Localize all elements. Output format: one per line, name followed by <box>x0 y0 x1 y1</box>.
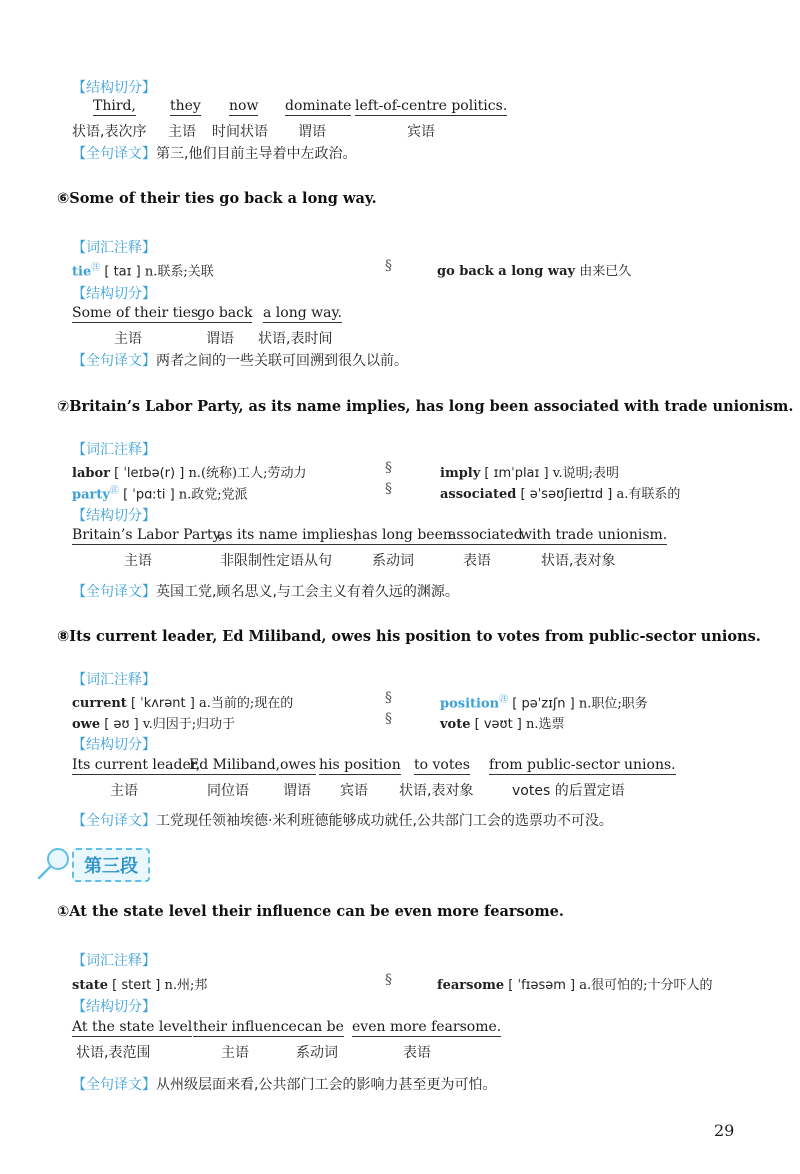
segment: his position <box>319 757 401 773</box>
vocab-def: a.很可怕的;十分吓人的 <box>579 978 713 993</box>
vocab-phonetic: [ steɪt ] <box>112 978 161 993</box>
vocab-def: a.当前的;现在的 <box>198 696 294 711</box>
segment: as its name implies, <box>217 527 358 543</box>
segment-label: 系动词 <box>296 1045 338 1061</box>
vocab-phonetic: [ ˈkʌrənt ] <box>130 696 195 711</box>
segment: from public-sector unions. <box>489 757 676 773</box>
vocab-word: tie <box>72 264 92 280</box>
segment-label: 主语 <box>114 331 142 347</box>
segment-label: 主语 <box>168 124 196 140</box>
vocab-phonetic: [ ɪmˈplaɪ ] <box>484 466 549 481</box>
column-divider: § <box>385 258 392 274</box>
segment: go back <box>197 305 253 321</box>
magnifier-icon <box>36 846 72 880</box>
segment: can be <box>297 1019 344 1035</box>
star-icon: ㊟ <box>499 695 509 705</box>
sentence-text: Some of their ties go back a long way. <box>69 190 377 207</box>
segment-label: 表语 <box>403 1045 431 1061</box>
segment-label: 时间状语 <box>212 124 268 140</box>
segment: they <box>170 98 201 114</box>
segment: with trade unionism. <box>520 527 668 543</box>
segment: their influence <box>193 1019 297 1035</box>
vocab-phonetic: [ əˈsəʊʃieɪtɪd ] <box>520 487 613 502</box>
segment: a long way. <box>263 305 342 321</box>
vocab-word: position <box>440 696 500 712</box>
segment-label: 状语,表对象 <box>541 553 616 569</box>
paragraph-title: 第三段 <box>72 848 150 882</box>
segment: associated <box>448 527 523 543</box>
translation-line <box>72 1074 496 1094</box>
vocab-heading: 【词汇注释】 <box>72 240 156 256</box>
vocab-def: n.职位;职务 <box>578 696 648 712</box>
translation-heading: 【全句译文】 <box>72 584 156 600</box>
sentence-8 <box>57 628 761 645</box>
vocab-word: owe <box>72 717 101 732</box>
sentence-number: ① <box>57 904 70 920</box>
vocab-def: n.选票 <box>526 717 565 732</box>
structure-heading: 【结构切分】 <box>72 508 156 524</box>
sentence-text: Britain’s Labor Party, as its name implies, has long been associated with trade unionism. <box>69 398 794 415</box>
vocab-word: imply <box>440 466 481 481</box>
vocab-entry <box>72 462 306 481</box>
vocab-entry <box>440 713 565 732</box>
vocab-entry <box>72 692 293 711</box>
sentence-number: ⑥ <box>57 191 70 207</box>
vocab-entry <box>72 483 248 502</box>
segment-label: 状语,表范围 <box>76 1045 151 1061</box>
vocab-entry <box>437 974 713 993</box>
vocab-entry <box>440 692 648 711</box>
column-divider: § <box>385 690 392 706</box>
translation-text: 第三,他们目前主导着中左政治。 <box>156 146 357 162</box>
vocab-phonetic: [ vəʊt ] <box>474 717 522 732</box>
segment-label: 宾语 <box>407 124 435 140</box>
segment-label: 谓语 <box>283 783 311 799</box>
star-icon: ㊟ <box>91 263 101 273</box>
translation-line <box>72 143 356 163</box>
sentence-text: Its current leader, Ed Miliband, owes his position to votes from public-sector unions. <box>69 628 761 645</box>
sentence-text: At the state level their influence can be even more fearsome. <box>69 903 564 920</box>
segment: Britain’s Labor Party, <box>72 527 224 543</box>
segment-label: 状语,表对象 <box>399 783 474 799</box>
translation-text: 从州级层面来看,公共部门工会的影响力甚至更为可怕。 <box>156 1077 497 1093</box>
segment: Some of their ties <box>72 305 199 321</box>
structure-heading: 【结构切分】 <box>72 80 156 96</box>
sentence-p3-1 <box>57 903 564 920</box>
vocab-phonetic: [ ˈleɪbə(r) ] <box>114 466 185 481</box>
vocab-entry <box>440 483 680 502</box>
vocab-phonetic: [ ˈfɪəsəm ] <box>508 978 576 993</box>
segment-label: 系动词 <box>372 553 414 569</box>
vocab-heading: 【词汇注释】 <box>72 953 156 969</box>
vocab-def: n.政党;党派 <box>178 487 248 503</box>
segment-label: 宾语 <box>340 783 368 799</box>
translation-text: 英国工党,顾名思义,与工会主义有着久远的渊源。 <box>156 584 459 600</box>
vocab-def: v.说明;表明 <box>552 466 620 481</box>
segment-label: 主语 <box>124 553 152 569</box>
segment-label: 主语 <box>221 1045 249 1061</box>
segment: owes <box>280 757 316 773</box>
translation-line <box>72 581 459 601</box>
column-divider: § <box>385 972 392 988</box>
vocab-word: party <box>72 487 110 503</box>
segment-label: 主语 <box>110 783 138 799</box>
segment-label: 状语,表时间 <box>258 331 333 347</box>
column-divider: § <box>385 460 392 476</box>
segment: Ed Miliband, <box>189 757 281 773</box>
segment: has long been <box>353 527 452 543</box>
segment: At the state level <box>72 1019 193 1035</box>
vocab-word: go back a long way <box>437 264 576 279</box>
vocab-word: current <box>72 696 127 711</box>
vocab-def: n.州;邦 <box>164 978 208 993</box>
segment-label: 同位语 <box>207 783 249 799</box>
segment-label: 状语,表次序 <box>72 124 147 140</box>
vocab-entry <box>437 260 631 279</box>
translation-heading: 【全句译文】 <box>72 1077 156 1093</box>
vocab-heading: 【词汇注释】 <box>72 672 156 688</box>
column-divider: § <box>385 481 392 497</box>
segment-label: 谓语 <box>206 331 234 347</box>
vocab-phonetic: [ əʊ ] <box>104 717 139 732</box>
vocab-word: state <box>72 978 109 993</box>
sentence-7 <box>57 398 793 415</box>
segment: to votes <box>414 757 470 773</box>
column-divider: § <box>385 711 392 727</box>
vocab-entry <box>72 260 214 279</box>
segment: now <box>229 98 259 114</box>
vocab-entry <box>440 462 619 481</box>
translation-line <box>72 810 613 830</box>
vocab-word: associated <box>440 487 517 502</box>
translation-text: 工党现任领袖埃德·米利班德能够成功就任,公共部门工会的选票功不可没。 <box>156 813 613 829</box>
vocab-word: labor <box>72 466 110 481</box>
segment: Its current leader, <box>72 757 201 773</box>
segment: even more fearsome. <box>352 1019 502 1035</box>
segment: Third, <box>93 98 136 114</box>
vocab-entry <box>72 974 207 993</box>
vocab-phonetic: [ pəˈzɪʃn ] <box>512 696 575 712</box>
sentence-number: ⑧ <box>57 629 70 645</box>
structure-heading: 【结构切分】 <box>72 286 156 302</box>
vocab-heading: 【词汇注释】 <box>72 442 156 458</box>
segment-label: 表语 <box>463 553 491 569</box>
sentence-6 <box>57 190 377 207</box>
vocab-def: n.联系;关联 <box>144 264 214 280</box>
page-number: 29 <box>714 1121 735 1140</box>
vocab-def: v.归因于;归功于 <box>142 717 236 732</box>
segment-label: 谓语 <box>298 124 326 140</box>
translation-heading: 【全句译文】 <box>72 353 156 369</box>
vocab-def: a.有联系的 <box>616 487 681 502</box>
vocab-word: vote <box>440 717 471 732</box>
translation-heading: 【全句译文】 <box>72 813 156 829</box>
star-icon: ㊟ <box>109 486 119 496</box>
vocab-entry <box>72 713 235 732</box>
vocab-def: n.(统称)工人;劳动力 <box>188 466 307 481</box>
vocab-phonetic: [ taɪ ] <box>104 264 141 280</box>
translation-heading: 【全句译文】 <box>72 146 156 162</box>
structure-heading: 【结构切分】 <box>72 999 156 1015</box>
structure-heading: 【结构切分】 <box>72 737 156 753</box>
translation-line <box>72 350 408 370</box>
segment-label: votes 的后置定语 <box>512 783 625 799</box>
vocab-def: 由来已久 <box>579 264 632 279</box>
segment: dominate <box>285 98 352 114</box>
sentence-number: ⑦ <box>57 399 70 415</box>
vocab-word: fearsome <box>437 978 505 993</box>
segment-label: 非限制性定语从句 <box>220 553 332 569</box>
translation-text: 两者之间的一些关联可回溯到很久以前。 <box>156 353 408 369</box>
segment: left-of-centre politics. <box>355 98 508 114</box>
vocab-phonetic: [ ˈpɑːti ] <box>123 487 175 503</box>
